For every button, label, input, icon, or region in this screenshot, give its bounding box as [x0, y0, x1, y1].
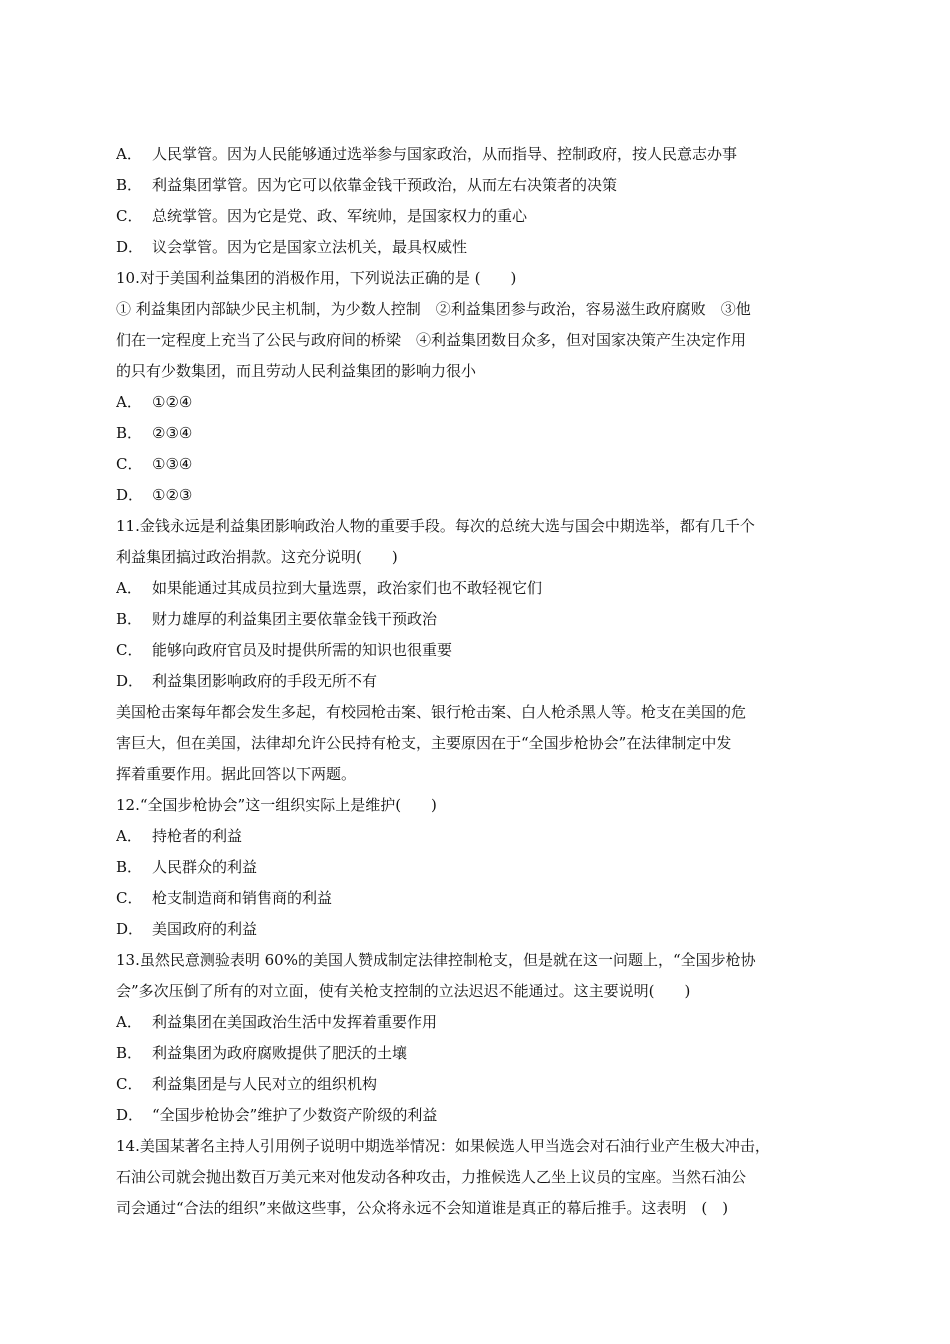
option-text: 人民群众的利益 — [152, 858, 258, 876]
option-text: 人民掌管。因为人民能够通过选举参与国家政治，从而指导、控制政府，按人民意志办事 — [152, 145, 738, 163]
option-letter: B． — [116, 424, 143, 442]
answer-option — [116, 852, 838, 883]
paragraph-line: 美国枪击案每年都会发生多起，有校园枪击案、银行枪击案、白人枪杀黑人等。枪支在美国的危 — [116, 703, 747, 721]
paragraph-line: 12.“全国步枪协会”这一组织实际上是维护( ) — [116, 796, 437, 814]
answer-option — [116, 418, 838, 449]
option-letter: C． — [116, 1075, 143, 1093]
option-letter: A． — [116, 145, 142, 163]
option-text: 利益集团为政府腐败提供了肥沃的土壤 — [152, 1044, 408, 1062]
paragraph-line: 挥着重要作用。据此回答以下两题。 — [116, 765, 357, 783]
option-text: “全国步枪协会”维护了少数资产阶级的利益 — [152, 1106, 438, 1124]
answer-option — [116, 604, 838, 635]
paragraph-line: 会”多次压倒了所有的对立面，使有关枪支控制的立法迟迟不能通过。这主要说明( ) — [116, 982, 691, 1000]
option-text: 美国政府的利益 — [152, 920, 258, 938]
option-letter: C． — [116, 889, 143, 907]
option-letter: B． — [116, 858, 143, 876]
option-text: 议会掌管。因为它是国家立法机关，最具权威性 — [152, 238, 468, 256]
document-page — [116, 139, 838, 1224]
option-letter: D． — [116, 672, 144, 690]
paragraph-line: 石油公司就会抛出数百万美元来对他发动各种攻击，力推候选人乙坐上议员的宝座。当然石油公 — [116, 1168, 747, 1186]
question-paragraph — [116, 1131, 838, 1224]
answer-option — [116, 170, 838, 201]
option-text: 利益集团影响政府的手段无所不有 — [152, 672, 378, 690]
question-paragraph — [116, 263, 838, 294]
option-letter: C． — [116, 455, 143, 473]
answer-option — [116, 1100, 838, 1131]
option-letter: C． — [116, 641, 143, 659]
question-paragraph — [116, 790, 838, 821]
option-text: 财力雄厚的利益集团主要依靠金钱干预政治 — [152, 610, 438, 628]
question-paragraph — [116, 294, 838, 387]
question-paragraph — [116, 945, 838, 1007]
option-text: 总统掌管。因为它是党、政、军统帅，是国家权力的重心 — [152, 207, 528, 225]
answer-option — [116, 139, 838, 170]
paragraph-line: 司会通过“合法的组织”来做这些事，公众将永远不会知道谁是真正的幕后推手。这表明 ( ) — [116, 1199, 729, 1217]
option-letter: D． — [116, 238, 144, 256]
paragraph-line: 10.对于美国利益集团的消极作用，下列说法正确的是 ( ) — [116, 269, 517, 287]
answer-option — [116, 821, 838, 852]
paragraph-line: 利益集团搞过政治捐款。这充分说明( ) — [116, 548, 398, 566]
option-letter: D． — [116, 1106, 144, 1124]
answer-option — [116, 480, 838, 511]
paragraph-line: 14.美国某著名主持人引用例子说明中期选举情况：如果候选人甲当选会对石油行业产生极大冲击， — [116, 1137, 770, 1155]
answer-option — [116, 666, 838, 697]
option-text: 如果能通过其成员拉到大量选票，政治家们也不敢轻视它们 — [152, 579, 543, 597]
option-letter: D． — [116, 486, 144, 504]
option-letter: B． — [116, 176, 143, 194]
question-paragraph — [116, 511, 838, 573]
paragraph-line: 的只有少数集团，而且劳动人民利益集团的影响力很小 — [116, 362, 477, 380]
option-text: ①②③ — [152, 486, 193, 504]
option-letter: D． — [116, 920, 144, 938]
option-letter: C． — [116, 207, 143, 225]
question-paragraph — [116, 697, 838, 790]
answer-option — [116, 232, 838, 263]
option-letter: A． — [116, 827, 142, 845]
option-letter: B． — [116, 1044, 143, 1062]
option-text: 持枪者的利益 — [152, 827, 243, 845]
option-letter: A． — [116, 1013, 142, 1031]
answer-option — [116, 387, 838, 418]
paragraph-line: ① 利益集团内部缺少民主机制，为少数人控制 ②利益集团参与政治，容易滋生政府腐败 ③他 — [116, 300, 751, 318]
answer-option — [116, 449, 838, 480]
option-text: 枪支制造商和销售商的利益 — [152, 889, 333, 907]
paragraph-line: 害巨大，但在美国，法律却允许公民持有枪支，主要原因在于“全国步枪协会”在法律制定中发 — [116, 734, 732, 752]
option-letter: A． — [116, 393, 142, 411]
answer-option — [116, 1069, 838, 1100]
answer-option — [116, 914, 838, 945]
answer-option — [116, 1007, 838, 1038]
option-text: 利益集团掌管。因为它可以依靠金钱干预政治，从而左右决策者的决策 — [152, 176, 618, 194]
option-text: ②③④ — [152, 424, 193, 442]
paragraph-line: 11.金钱永远是利益集团影响政治人物的重要手段。每次的总统大选与国会中期选举，都有几千个 — [116, 517, 755, 535]
paragraph-line: 13.虽然民意测验表明 60%的美国人赞成制定法律控制枪支，但是就在这一问题上，“全国步枪协 — [116, 951, 756, 969]
option-text: 利益集团在美国政治生活中发挥着重要作用 — [152, 1013, 438, 1031]
option-letter: B． — [116, 610, 143, 628]
option-text: ①③④ — [152, 455, 193, 473]
answer-option — [116, 1038, 838, 1069]
answer-option — [116, 573, 838, 604]
option-text: 能够向政府官员及时提供所需的知识也很重要 — [152, 641, 453, 659]
answer-option — [116, 201, 838, 232]
answer-option — [116, 883, 838, 914]
paragraph-line: 们在一定程度上充当了公民与政府间的桥梁 ④利益集团数目众多，但对国家决策产生决定作用 — [116, 331, 747, 349]
option-letter: A． — [116, 579, 142, 597]
option-text: 利益集团是与人民对立的组织机构 — [152, 1075, 378, 1093]
option-text: ①②④ — [152, 393, 193, 411]
answer-option — [116, 635, 838, 666]
